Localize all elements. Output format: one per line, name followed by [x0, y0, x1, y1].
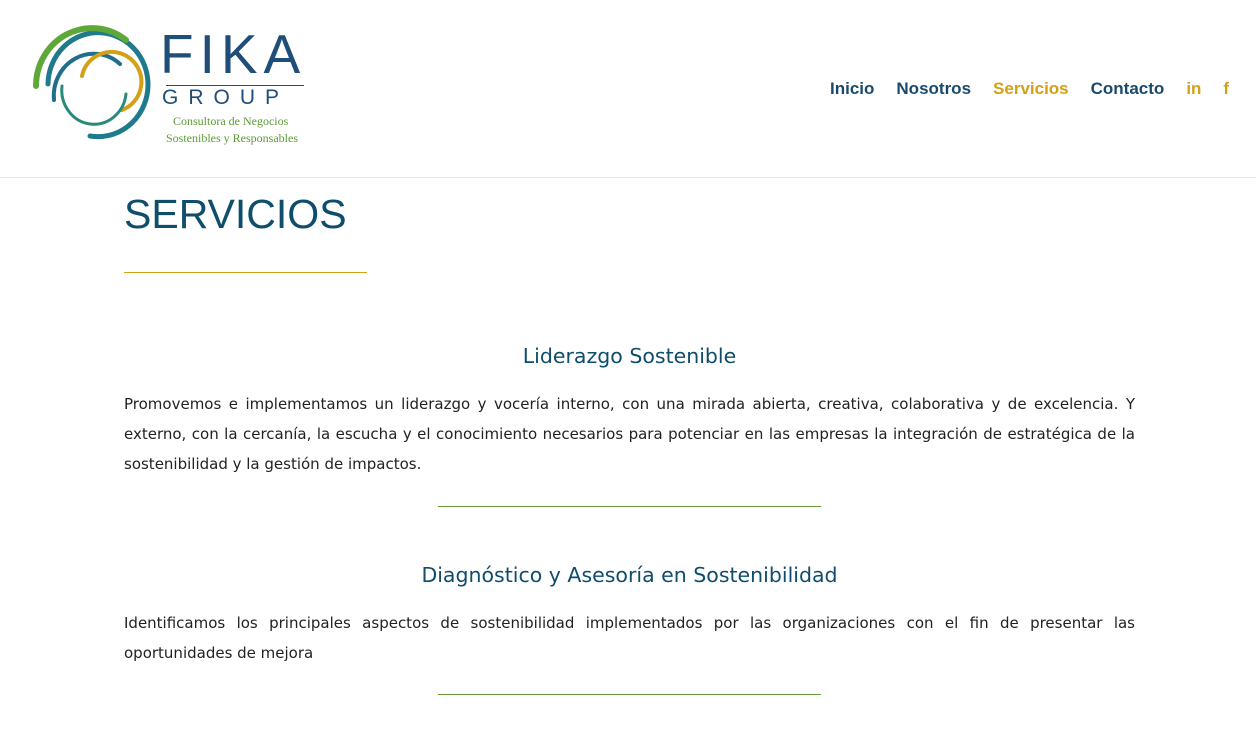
nav-item-servicios[interactable]: Servicios — [993, 79, 1069, 98]
section-divider — [438, 694, 821, 695]
service-description: Identificamos los principales aspectos de sostenibilidad implementados por las organizaciones con el fin de presentar las oportunidades de mejora — [124, 614, 1135, 662]
service-title: Liderazgo Sostenible — [522, 344, 737, 368]
nav-item-nosotros[interactable]: Nosotros — [896, 79, 972, 98]
title-underline — [124, 272, 367, 273]
logo-tagline-1: Consultora de Negocios — [173, 114, 289, 128]
logo-tagline-2: Sostenibles y Responsables — [166, 131, 298, 145]
section-divider — [438, 506, 821, 507]
logo-brand-text: FIKA — [160, 23, 307, 85]
fika-group-logo[interactable] — [30, 24, 320, 154]
site-header — [0, 0, 1256, 178]
nav-item-contacto[interactable]: Contacto — [1090, 79, 1165, 98]
nav-item-inicio[interactable]: Inicio — [830, 79, 875, 98]
main-nav — [830, 76, 1229, 102]
service-liderazgo-sostenible — [124, 342, 1135, 479]
service-description: Promovemos e implementamos un liderazgo y vocería interno, con una mirada abierta, creativa, colaborativa y de excelencia. Y externo, con la cercanía, la escucha y el conocimiento necesarios para potenciar en las empresas la integración de estratégica de la sostenibilidad y la gestión de impactos. — [124, 395, 1135, 473]
facebook-icon[interactable]: f — [1223, 79, 1230, 98]
service-title: Diagnóstico y Asesoría en Sostenibilidad — [421, 563, 838, 587]
page-title: SERVICIOS — [124, 191, 347, 237]
linkedin-icon[interactable]: in — [1186, 79, 1202, 98]
service-diagnostico-asesoria — [124, 561, 1135, 668]
logo-mark-icon — [30, 24, 154, 152]
logo-sub-text: GROUP — [162, 86, 290, 109]
